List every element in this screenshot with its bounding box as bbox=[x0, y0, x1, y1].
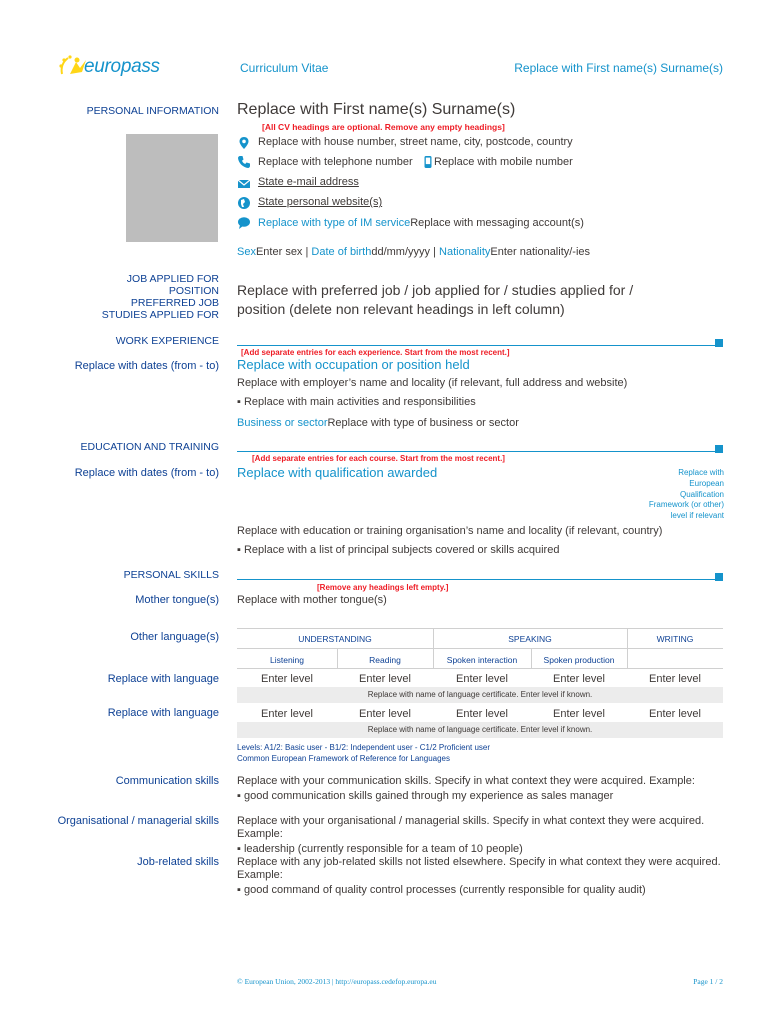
label-line: JOB APPLIED FOR bbox=[126, 273, 219, 285]
section-marker bbox=[715, 339, 723, 347]
sex-value: Enter sex bbox=[255, 246, 303, 258]
example-text: leadership (currently responsible for a team of 10 people) bbox=[243, 843, 523, 855]
section-divider bbox=[237, 451, 722, 452]
work-sector-line bbox=[237, 417, 519, 430]
document-title: Curriculum Vitae bbox=[240, 61, 329, 75]
bullet-line: ▪ leadership (currently responsible for a team of 10 people) bbox=[237, 843, 523, 855]
sex-label: Sex bbox=[237, 246, 256, 258]
text-line: Replace with preferred job / job applied for / studies applied for / bbox=[237, 282, 634, 298]
nationality-label: Nationality bbox=[439, 246, 491, 258]
mother-tongue-label: Mother tongue(s) bbox=[135, 594, 219, 606]
mobile-icon bbox=[421, 155, 435, 169]
email-link[interactable]: State e-mail address bbox=[258, 176, 359, 188]
location-icon bbox=[237, 136, 251, 150]
levels-note bbox=[237, 742, 490, 764]
text-line: Example: bbox=[237, 828, 283, 840]
work-dates: Replace with dates (from - to) bbox=[74, 360, 219, 372]
organisational-skills-text bbox=[237, 815, 704, 856]
job-related-skills-text bbox=[237, 856, 721, 897]
eqf-line: level if relevant bbox=[670, 511, 724, 521]
email-icon bbox=[237, 177, 251, 191]
nationality-value: Enter nationality/-ies bbox=[490, 246, 591, 258]
table-vline bbox=[433, 648, 434, 668]
eqf-line: Qualification bbox=[679, 489, 724, 499]
website-icon bbox=[237, 196, 251, 210]
levels-note-line: Levels: A1/2: Basic user - B1/2: Independent user - C1/2 Proficient user bbox=[237, 743, 491, 752]
level-cell: Enter level bbox=[649, 673, 701, 685]
level-cell: Enter level bbox=[261, 673, 313, 685]
label-line: STUDIES APPLIED FOR bbox=[101, 309, 219, 321]
sector-label: Business or sector bbox=[237, 417, 328, 429]
im-type: Replace with type of IM service bbox=[258, 217, 411, 229]
level-cell: Enter level bbox=[456, 708, 508, 720]
separator: | bbox=[302, 246, 312, 258]
language-name: Replace with language bbox=[107, 673, 219, 685]
dob-value: dd/mm/yyyy bbox=[371, 246, 431, 258]
mother-tongue-value: Replace with mother tongue(s) bbox=[237, 594, 387, 606]
education-label: EDUCATION AND TRAINING bbox=[80, 441, 219, 453]
col-understanding: UNDERSTANDING bbox=[298, 634, 372, 644]
level-cell: Enter level bbox=[553, 708, 605, 720]
level-cell: Enter level bbox=[456, 673, 508, 685]
table-vline bbox=[627, 628, 628, 648]
header-name: Replace with First name(s) Surname(s) bbox=[514, 61, 723, 75]
personal-name: Replace with First name(s) Surname(s) bbox=[237, 101, 516, 118]
text-line: Replace with your organisational / managerial skills. Specify in what context they were acquired. bbox=[237, 815, 705, 827]
organisational-skills-label: Organisational / managerial skills bbox=[57, 815, 219, 827]
education-subjects: ▪ Replace with a list of principal subjects covered or skills acquired bbox=[237, 544, 560, 556]
example-text: good command of quality control processes (currently responsible for quality audit) bbox=[243, 884, 646, 896]
work-activities: ▪ Replace with main activities and responsibilities bbox=[237, 396, 476, 408]
europass-logo-text: europass bbox=[84, 56, 160, 77]
table-hline bbox=[237, 668, 723, 669]
sex-dob-nationality-line bbox=[237, 246, 590, 259]
work-experience-label: WORK EXPERIENCE bbox=[115, 335, 219, 347]
education-note: [Add separate entries for each course. Start from the most recent.] bbox=[252, 454, 505, 463]
education-dates: Replace with dates (from - to) bbox=[74, 467, 219, 479]
sub-spoken-interaction: Spoken interaction bbox=[446, 655, 518, 665]
text-line: position (delete non relevant headings in left column) bbox=[237, 301, 565, 317]
address: Replace with house number, street name, city, postcode, country bbox=[258, 136, 573, 148]
bullet-line: ▪ good communication skills gained through my experience as sales manager bbox=[237, 790, 614, 802]
telephone: Replace with telephone number bbox=[258, 156, 413, 168]
im-account: Replace with messaging account(s) bbox=[410, 217, 584, 229]
text-line: Example: bbox=[237, 869, 283, 881]
job-related-skills-label: Job-related skills bbox=[137, 856, 219, 868]
text-line: Replace with your communication skills. Specify in what context they were acquired. Example: bbox=[237, 775, 695, 787]
section-divider bbox=[237, 345, 722, 346]
website-link[interactable]: State personal website(s) bbox=[258, 196, 383, 208]
communication-skills-text bbox=[237, 775, 695, 803]
other-languages-label: Other language(s) bbox=[130, 631, 219, 643]
education-subjects-text: Replace with a list of principal subjects covered or skills acquired bbox=[243, 544, 560, 556]
sub-listening: Listening bbox=[269, 655, 305, 665]
sub-reading: Reading bbox=[369, 655, 401, 665]
footer-copyright: © European Union, 2002-2013 | http://europass.cedefop.europa.eu bbox=[237, 977, 437, 986]
photo-placeholder bbox=[126, 134, 218, 242]
sub-spoken-production: Spoken production bbox=[543, 655, 615, 665]
col-writing: WRITING bbox=[656, 634, 694, 644]
section-marker bbox=[715, 573, 723, 581]
education-organisation: Replace with education or training organisation’s name and locality (if relevant, country) bbox=[237, 525, 663, 537]
table-vline bbox=[531, 648, 532, 668]
job-applied-for-text bbox=[237, 281, 633, 319]
table-vline bbox=[337, 648, 338, 668]
instant-messaging-icon bbox=[237, 216, 251, 230]
table-vline bbox=[433, 628, 434, 648]
im-line bbox=[258, 217, 584, 230]
table-hline bbox=[237, 648, 723, 649]
level-cell: Enter level bbox=[261, 708, 313, 720]
headings-optional-note: [All CV headings are optional. Remove any empty headings] bbox=[262, 122, 505, 132]
mobile: Replace with mobile number bbox=[434, 156, 573, 168]
communication-skills-label: Communication skills bbox=[115, 775, 219, 787]
certificate-text: Replace with name of language certificate. Enter level if known. bbox=[367, 725, 593, 734]
example-text: good communication skills gained through my experience as sales manager bbox=[243, 790, 614, 802]
europass-logo bbox=[56, 52, 166, 82]
education-qualification: Replace with qualification awarded bbox=[237, 465, 438, 480]
levels-note-line: Common European Framework of Reference for Languages bbox=[237, 754, 450, 763]
label-line: PREFERRED JOB bbox=[130, 297, 219, 309]
label-line: POSITION bbox=[168, 285, 219, 297]
dob-label: Date of birth bbox=[311, 246, 372, 258]
language-table bbox=[237, 628, 723, 742]
sector-value: Replace with type of business or sector bbox=[327, 417, 519, 429]
text-line: Replace with any job-related skills not listed elsewhere. Specify in what context they were acquired. bbox=[237, 856, 721, 868]
telephone-icon bbox=[237, 155, 251, 169]
level-cell: Enter level bbox=[649, 708, 701, 720]
table-top-border bbox=[237, 628, 723, 629]
work-position: Replace with occupation or position held bbox=[237, 357, 470, 372]
level-cell: Enter level bbox=[553, 673, 605, 685]
eqf-line: Framework (or other) bbox=[648, 500, 724, 510]
separator: | bbox=[430, 246, 440, 258]
work-activities-text: Replace with main activities and responsibilities bbox=[243, 396, 476, 408]
section-marker bbox=[715, 445, 723, 453]
col-speaking: SPEAKING bbox=[508, 634, 552, 644]
certificate-text: Replace with name of language certificate. Enter level if known. bbox=[367, 690, 593, 699]
language-name: Replace with language bbox=[107, 707, 219, 719]
work-employer: Replace with employer’s name and locality (if relevant, full address and website) bbox=[237, 377, 628, 389]
personal-information-label: PERSONAL INFORMATION bbox=[86, 105, 219, 117]
table-vline bbox=[627, 648, 628, 668]
job-applied-for-label bbox=[102, 273, 219, 321]
eqf-line: Replace with bbox=[678, 468, 724, 477]
skills-note: [Remove any headings left empty.] bbox=[317, 583, 449, 592]
level-cell: Enter level bbox=[359, 708, 411, 720]
work-note: [Add separate entries for each experience. Start from the most recent.] bbox=[241, 348, 510, 357]
section-divider bbox=[237, 579, 722, 580]
eqf-level bbox=[649, 468, 724, 522]
bullet-line: ▪ good command of quality control processes (currently responsible for quality audit) bbox=[237, 884, 646, 896]
footer-page-number: Page 1 / 2 bbox=[693, 977, 723, 986]
level-cell: Enter level bbox=[359, 673, 411, 685]
eqf-line: European bbox=[689, 478, 724, 488]
personal-skills-label: PERSONAL SKILLS bbox=[123, 569, 219, 581]
